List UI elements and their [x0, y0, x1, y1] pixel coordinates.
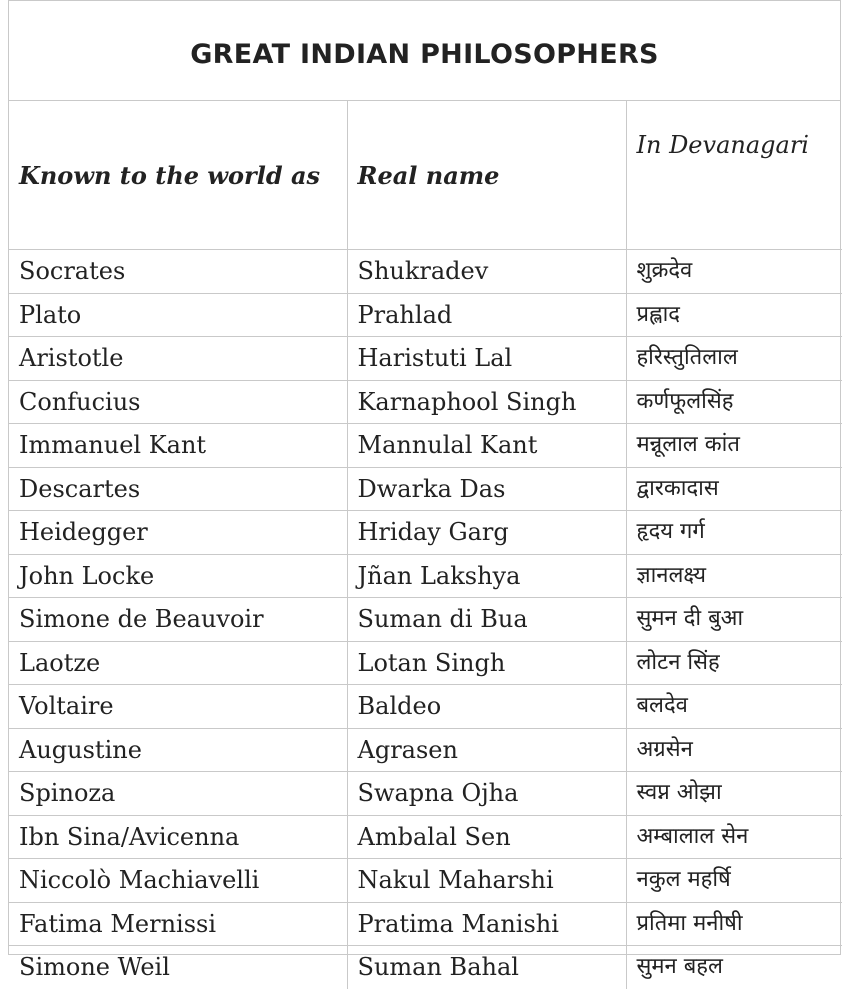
cell-known: Heidegger	[9, 511, 347, 555]
cell-known: John Locke	[9, 554, 347, 598]
cell-real: Pratima Manishi	[347, 902, 626, 946]
cell-devanagari: द्वारकादास	[626, 467, 842, 511]
cell-known: Descartes	[9, 467, 347, 511]
cell-known: Spinoza	[9, 772, 347, 816]
cell-known: Socrates	[9, 250, 347, 294]
table-row	[9, 859, 842, 903]
table-row	[9, 685, 842, 729]
cell-real: Shukradev	[347, 250, 626, 294]
cell-known: Ibn Sina/Avicenna	[9, 815, 347, 859]
cell-real: Ambalal Sen	[347, 815, 626, 859]
cell-real: Suman Bahal	[347, 946, 626, 989]
table-row	[9, 467, 842, 511]
table-header-row	[9, 101, 842, 250]
philosophers-table	[9, 101, 842, 989]
cell-devanagari: नकुल महर्षि	[626, 859, 842, 903]
cell-known: Plato	[9, 293, 347, 337]
cell-known: Simone de Beauvoir	[9, 598, 347, 642]
header-known: Known to the world as	[9, 101, 347, 250]
cell-known: Fatima Mernissi	[9, 902, 347, 946]
cell-real: Hriday Garg	[347, 511, 626, 555]
table-row	[9, 641, 842, 685]
cell-real: Nakul Maharshi	[347, 859, 626, 903]
cell-devanagari: अम्बालाल सेन	[626, 815, 842, 859]
cell-devanagari: हरिस्तुतिलाल	[626, 337, 842, 381]
cell-known: Laotze	[9, 641, 347, 685]
cell-real: Dwarka Das	[347, 467, 626, 511]
table-row	[9, 337, 842, 381]
cell-known: Aristotle	[9, 337, 347, 381]
philosophers-sheet	[8, 0, 841, 982]
cell-devanagari: सुमन दी बुआ	[626, 598, 842, 642]
table-row	[9, 554, 842, 598]
cell-devanagari: शुक्रदेव	[626, 250, 842, 294]
header-devanagari: In Devanagari	[626, 101, 842, 250]
table-row	[9, 815, 842, 859]
cell-known: Confucius	[9, 380, 347, 424]
table-row	[9, 424, 842, 468]
cell-known: Immanuel Kant	[9, 424, 347, 468]
cell-real: Prahlad	[347, 293, 626, 337]
cell-devanagari: कर्णफूलसिंह	[626, 380, 842, 424]
cell-known: Augustine	[9, 728, 347, 772]
cell-devanagari: प्रतिमा मनीषी	[626, 902, 842, 946]
table-row	[9, 380, 842, 424]
table-row	[9, 511, 842, 555]
table-row	[9, 902, 842, 946]
cell-real: Baldeo	[347, 685, 626, 729]
header-real: Real name	[347, 101, 626, 250]
cell-devanagari: स्वप्न ओझा	[626, 772, 842, 816]
cell-real: Karnaphool Singh	[347, 380, 626, 424]
table-row	[9, 293, 842, 337]
table-row	[9, 250, 842, 294]
table-row	[9, 728, 842, 772]
cell-known: Voltaire	[9, 685, 347, 729]
cell-devanagari: बलदेव	[626, 685, 842, 729]
table-row	[9, 946, 842, 989]
cell-devanagari: प्रह्लाद	[626, 293, 842, 337]
cell-devanagari: अग्रसेन	[626, 728, 842, 772]
cell-real: Haristuti Lal	[347, 337, 626, 381]
cell-devanagari: लोटन सिंह	[626, 641, 842, 685]
cell-real: Swapna Ojha	[347, 772, 626, 816]
table-row	[9, 772, 842, 816]
cell-devanagari: सुमन बहल	[626, 946, 842, 989]
cell-real: Mannulal Kant	[347, 424, 626, 468]
cell-real: Jñan Lakshya	[347, 554, 626, 598]
cell-real: Agrasen	[347, 728, 626, 772]
cell-real: Lotan Singh	[347, 641, 626, 685]
page-title: GREAT INDIAN PHILOSOPHERS	[9, 1, 840, 101]
cell-known: Niccolò Machiavelli	[9, 859, 347, 903]
cell-devanagari: मन्नूलाल कांत	[626, 424, 842, 468]
cell-devanagari: ज्ञानलक्ष्य	[626, 554, 842, 598]
cell-devanagari: हृदय गर्ग	[626, 511, 842, 555]
cell-real: Suman di Bua	[347, 598, 626, 642]
cell-known: Simone Weil	[9, 946, 347, 989]
table-body	[9, 250, 842, 989]
table-row	[9, 598, 842, 642]
